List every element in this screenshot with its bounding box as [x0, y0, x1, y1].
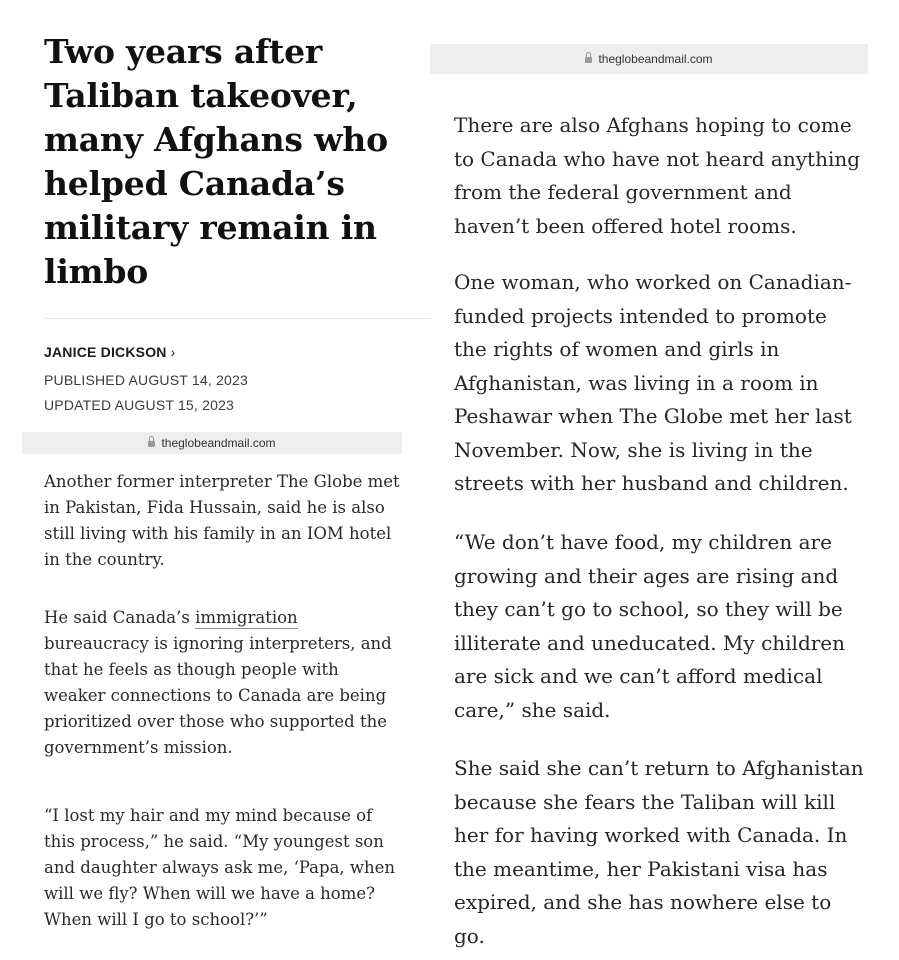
article-paragraph: She said she can’t return to Afghanistan because she fears the Taliban will kill her for having worked with Canada. In the meantime, her Pakistani visa has expired, and she has nowhere else to go. [454, 756, 864, 948]
article-paragraph [44, 605, 404, 761]
article-paragraph: Another former interpreter The Globe met in Pakistan, Fida Hussain, said he is also still living with his family in an IOM hotel in the country. [44, 472, 400, 569]
address-bar[interactable] [430, 44, 868, 74]
paragraph-text: bureaucracy is ignoring interpreters, and that he feels as though people with weaker connections to Canada are being prioritized over those who supported the government’s mission. [44, 634, 392, 757]
article-paragraph: “We don’t have food, my children are growing and their ages are rising and they can’t go to school, so they will be illiterate and uneducated. My children are sick and we can’t afford medical care,” she said. [454, 530, 846, 722]
paragraph-text: He said Canada’s [44, 608, 196, 627]
updated-date: UPDATED AUGUST 15, 2023 [44, 397, 235, 413]
divider [44, 318, 430, 319]
left-screenshot [0, 0, 430, 960]
author-name[interactable]: JANICE DICKSON [44, 344, 167, 360]
lock-icon [585, 57, 592, 63]
address-bar-domain: theglobeandmail.com [161, 436, 276, 450]
address-bar-domain: theglobeandmail.com [598, 52, 713, 66]
author-byline[interactable] [44, 344, 175, 360]
article-headline: Two years after Taliban takeover, many Afghans who helped Canada’s military remain in limbo [44, 32, 388, 291]
immigration-link[interactable]: immigration [195, 608, 298, 627]
article-paragraph: There are also Afghans hoping to come to Canada who have not heard anything from the federal government and haven’t been offered hotel rooms. [454, 113, 861, 238]
article-paragraph: One woman, who worked on Canadian-funded projects intended to promote the rights of women and girls in Afghanistan, was living in a room in Peshawar when The Globe met her last November. Now, she is living in the streets with her husband and children. [454, 270, 852, 495]
address-bar[interactable] [22, 432, 402, 454]
lock-icon [148, 441, 155, 447]
article-paragraph: “I lost my hair and my mind because of this process,” he said. “My youngest son and daughter always ask me, ‘Papa, when will we fly? When will we have a home? When will I go to school?’” [44, 806, 396, 929]
chevron-right-icon[interactable]: › [170, 344, 176, 360]
published-date: PUBLISHED AUGUST 14, 2023 [44, 372, 248, 388]
